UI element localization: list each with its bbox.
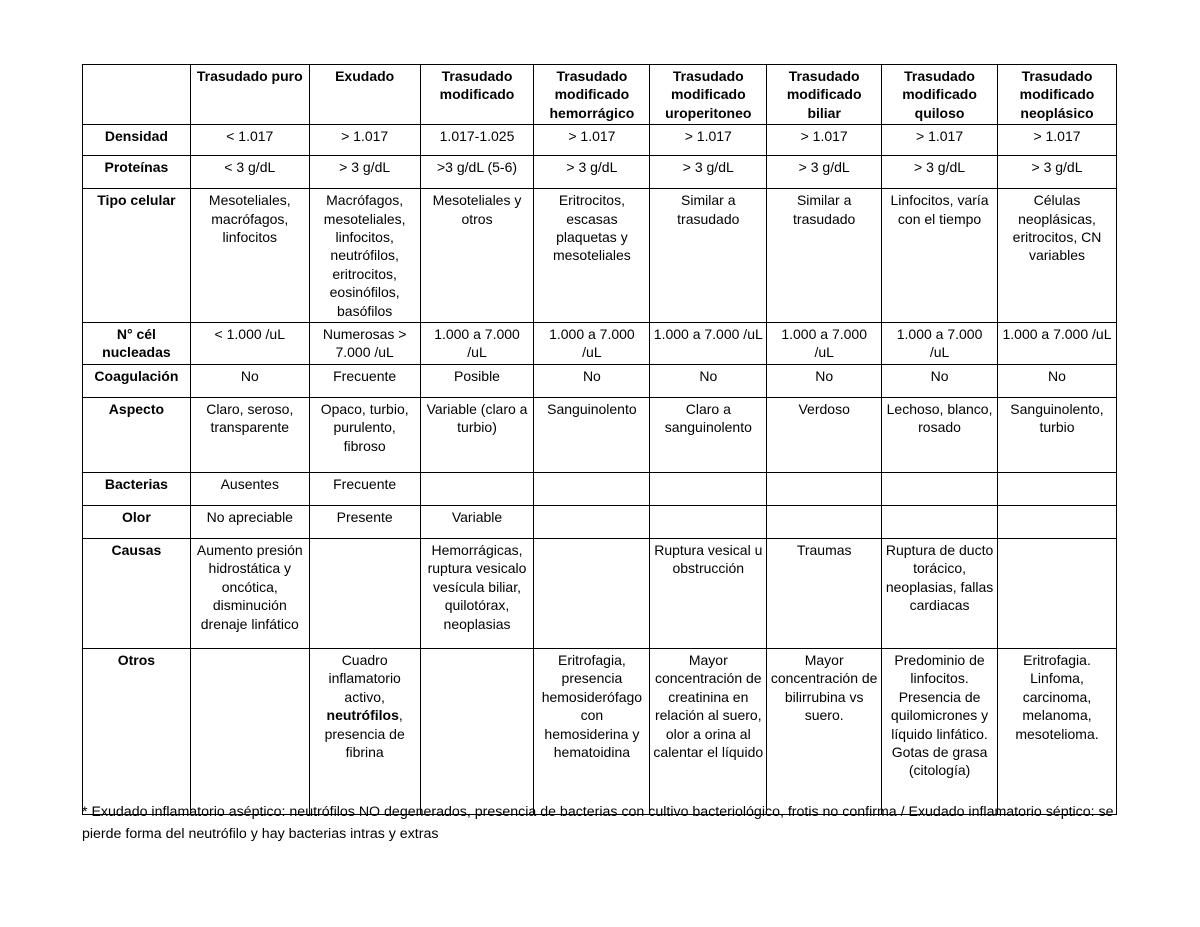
table-cell: Eritrofagia, presencia hemosiderófago con hemosiderina y hematoidina [534,648,650,814]
table-cell: Eritrocitos, escasas plaquetas y mesoteliales [534,189,650,323]
table-cell: Variable (claro a turbio) [420,397,534,472]
table-cell: > 3 g/dL [309,156,420,189]
table-cell: Sanguinolento [534,397,650,472]
table-cell [650,472,767,505]
row-label: N° cél nucleadas [83,323,191,365]
table-cell: Hemorrágicas, ruptura vesicalo vesícula biliar, quilotórax, neoplasias [420,538,534,648]
table-cell: < 3 g/dL [190,156,309,189]
table-cell: Claro a sanguinolento [650,397,767,472]
table-row-proteinas [83,156,1117,189]
table-cell: Traumas [767,538,882,648]
table-cell: > 1.017 [882,125,998,156]
header-corner [83,65,191,125]
table-cell: Mesoteliales, macrófagos, linfocitos [190,189,309,323]
table-cell: Variable [420,505,534,538]
table-cell: No [998,364,1117,397]
table-cell: Similar a trasudado [767,189,882,323]
table-cell: 1.000 a 7.000 /uL [650,323,767,365]
table-cell: < 1.000 /uL [190,323,309,365]
table-cell: > 1.017 [534,125,650,156]
table-cell [767,472,882,505]
header-trasudado-biliar: Trasudado modificado biliar [767,65,882,125]
table-row-causas [83,538,1117,648]
table-row-olor [83,505,1117,538]
header-trasudado-uroperitoneo: Trasudado modificado uroperitoneo [650,65,767,125]
table-cell: No [767,364,882,397]
table-cell: Eritrofagia. Linfoma, carcinoma, melanoma, mesotelioma. [998,648,1117,814]
table-cell: Lechoso, blanco, rosado [882,397,998,472]
table-cell [650,505,767,538]
table-cell-exudado-otros [309,648,420,814]
otros-exudado-text-after: , presencia de fibrina [324,707,405,760]
header-exudado: Exudado [309,65,420,125]
table-cell: No [190,364,309,397]
otros-exudado-bold: neutrófilos [326,707,399,724]
table-cell [882,505,998,538]
table-cell: Linfocitos, varía con el tiempo [882,189,998,323]
otros-exudado-text: Cuadro inflamatorio activo, [328,651,401,705]
table-cell: Ruptura de ducto torácico, neoplasias, fallas cardiacas [882,538,998,648]
row-label: Proteínas [83,156,191,189]
header-trasudado-hemorragico: Trasudado modificado hemorrágico [534,65,650,125]
table-cell: > 3 g/dL [767,156,882,189]
header-row [83,65,1117,125]
table-row-coagulacion [83,364,1117,397]
table-cell [998,538,1117,648]
table-cell: Opaco, turbio, purulento, fibroso [309,397,420,472]
table-cell: Posible [420,364,534,397]
table-cell: Ausentes [190,472,309,505]
table-cell: Similar a trasudado [650,189,767,323]
table-cell: > 3 g/dL [650,156,767,189]
table-cell: Mayor concentración de creatinina en relación al suero, olor a orina al calentar el líquido [650,648,767,814]
table-cell: Macrófagos, mesoteliales, linfocitos, neutrófilos, eritrocitos, eosinófilos, basófilos [309,189,420,323]
table-cell [309,538,420,648]
table-cell [420,472,534,505]
header-trasudado-neoplasico: Trasudado modificado neoplásico [998,65,1117,125]
table-row-bacterias [83,472,1117,505]
row-label: Olor [83,505,191,538]
footnote: * Exudado inflamatorio aséptico: neutrófilos NO degenerados, presencia de bacterias con cultivo bacteriológico, frotis no confirma / Exudado inflamatorio séptico: se pierde forma del neutrófilo y hay bacterias intras y extras [82,804,1114,842]
table-cell: Presente [309,505,420,538]
table-cell: > 3 g/dL [882,156,998,189]
table-cell: Aumento presión hidrostática y oncótica, disminución drenaje linfático [190,538,309,648]
header-trasudado-quiloso: Trasudado modificado quiloso [882,65,998,125]
table-cell: Frecuente [309,472,420,505]
table-cell: Predominio de linfocitos. Presencia de quilomicrones y líquido linfático. Gotas de grasa (citología) [882,648,998,814]
table-cell: 1.000 a 7.000 /uL [882,323,998,365]
table-cell: Frecuente [309,364,420,397]
table-cell: > 3 g/dL [534,156,650,189]
row-label: Densidad [83,125,191,156]
table-cell: < 1.017 [190,125,309,156]
table-cell: > 1.017 [767,125,882,156]
table-cell [998,472,1117,505]
table-row-cel-nucleadas [83,323,1117,365]
table-cell: 1.000 a 7.000 /uL [420,323,534,365]
header-trasudado-puro: Trasudado puro [190,65,309,125]
table-cell: Células neoplásicas, eritrocitos, CN variables [998,189,1117,323]
table-cell: Mesoteliales y otros [420,189,534,323]
table-cell [534,505,650,538]
row-label: Coagulación [83,364,191,397]
table-cell: > 1.017 [650,125,767,156]
table-cell: 1.000 a 7.000 /uL [534,323,650,365]
table-cell: > 1.017 [309,125,420,156]
effusion-comparison-table [82,64,1117,815]
table-cell: Sanguinolento, turbio [998,397,1117,472]
table-cell [534,472,650,505]
table-cell [420,648,534,814]
table-cell: Ruptura vesical u obstrucción [650,538,767,648]
table-cell: 1.017-1.025 [420,125,534,156]
table-cell: Claro, seroso, transparente [190,397,309,472]
table-cell: Mayor concentración de bilirrubina vs suero. [767,648,882,814]
table-cell [998,505,1117,538]
table-row-aspecto [83,397,1117,472]
table-cell: >3 g/dL (5-6) [420,156,534,189]
row-label: Causas [83,538,191,648]
table-cell: No [882,364,998,397]
table-cell: No [650,364,767,397]
table-cell: Verdoso [767,397,882,472]
row-label: Otros [83,648,191,814]
table-cell: Numerosas > 7.000 /uL [309,323,420,365]
row-label: Aspecto [83,397,191,472]
row-label: Tipo celular [83,189,191,323]
table-cell [767,505,882,538]
table-cell [534,538,650,648]
table-row-densidad [83,125,1117,156]
table-cell: 1.000 a 7.000 /uL [767,323,882,365]
table-row-tipo-celular [83,189,1117,323]
table-cell [190,648,309,814]
table-cell [882,472,998,505]
table-cell: No apreciable [190,505,309,538]
row-label: Bacterias [83,472,191,505]
table-cell: No [534,364,650,397]
table-row-otros [83,648,1117,814]
header-trasudado-modificado: Trasudado modificado [420,65,534,125]
table-cell: 1.000 a 7.000 /uL [998,323,1117,365]
table-cell: > 3 g/dL [998,156,1117,189]
table-cell: > 1.017 [998,125,1117,156]
